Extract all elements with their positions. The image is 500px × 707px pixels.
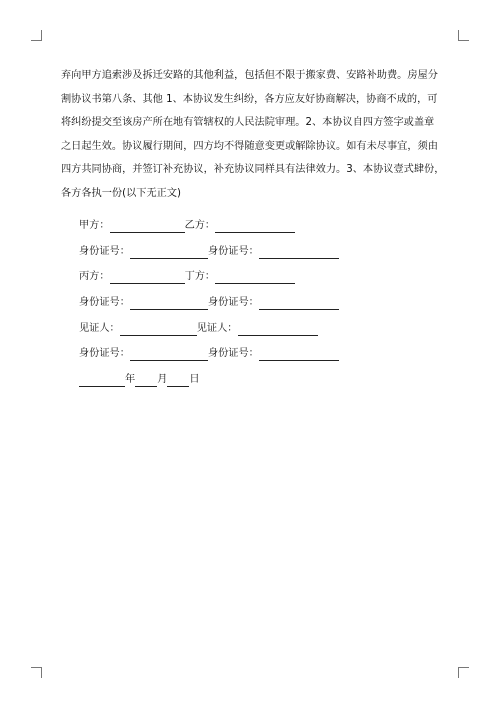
- year-label: 年: [125, 374, 136, 385]
- signature-row-id-c-d: [79, 296, 339, 310]
- signature-row-party-c-d: [79, 270, 295, 284]
- month-label: 月: [157, 374, 168, 385]
- party-b-label: 乙方：: [184, 220, 216, 231]
- signature-row-witnesses: [79, 322, 318, 336]
- party-c-signature-blank[interactable]: [110, 271, 185, 284]
- crop-mark-top-right: [458, 30, 469, 41]
- body-line-4: 之日起生效。协议履行期间，四方均不得随意变更或解除协议。如有未尽事宜，须由: [61, 140, 438, 152]
- signature-row-party-a-b: [79, 219, 295, 233]
- party-d-id-blank[interactable]: [259, 297, 339, 310]
- party-c-id-blank[interactable]: [130, 297, 208, 310]
- party-b-id-label: 身份证号：: [207, 246, 259, 257]
- agreement-body: [61, 64, 445, 206]
- party-b-id-blank[interactable]: [259, 246, 339, 259]
- party-d-label: 丁方：: [184, 271, 216, 282]
- party-d-id-label: 身份证号：: [207, 297, 259, 308]
- body-line-2: 割协议书第八条、其他 1、本协议发生纠纷，各方应友好协商解决，协商不成的，可: [61, 93, 438, 105]
- witness-2-id-blank[interactable]: [259, 348, 339, 361]
- year-blank[interactable]: [79, 374, 125, 387]
- party-a-id-label: 身份证号：: [79, 246, 130, 257]
- body-line-5: 四方共同协商，并签订补充协议，补充协议同样具有法律效力。3、本协议壹式肆份，: [61, 164, 445, 176]
- party-a-signature-blank[interactable]: [110, 220, 185, 233]
- day-blank[interactable]: [167, 374, 189, 387]
- body-line-1: 弃向甲方追索涉及拆迁安路的其他利益，包括但不限于搬家费、安路补助费。房屋分: [61, 70, 438, 81]
- body-line-6: 各方各执一份(以下无正文): [61, 187, 182, 199]
- body-line-3: 将纠纷提交至该房产所在地有管辖权的人民法院审理。2、本协议自四方签字或盖章: [61, 117, 435, 129]
- witness-1-id-label: 身份证号：: [79, 348, 130, 359]
- party-a-label: 甲方：: [79, 220, 110, 231]
- day-label: 日: [189, 374, 200, 385]
- party-c-label: 丙方：: [79, 271, 110, 282]
- signature-row-id-a-b: [79, 245, 339, 259]
- witness-1-id-blank[interactable]: [130, 348, 208, 361]
- crop-mark-top-left: [31, 30, 42, 41]
- witness-2-signature-blank[interactable]: [238, 323, 318, 336]
- signature-row-id-witnesses: [79, 347, 339, 361]
- month-blank[interactable]: [135, 374, 157, 387]
- party-d-signature-blank[interactable]: [215, 271, 295, 284]
- date-row: [79, 373, 200, 387]
- crop-mark-bottom-left: [31, 667, 42, 678]
- witness-1-label: 见证人：: [79, 323, 120, 334]
- party-c-id-label: 身份证号：: [79, 297, 130, 308]
- witness-1-signature-blank[interactable]: [120, 323, 197, 336]
- party-b-signature-blank[interactable]: [215, 220, 295, 233]
- crop-mark-bottom-right: [458, 667, 469, 678]
- witness-2-label: 见证人：: [196, 323, 238, 334]
- witness-2-id-label: 身份证号：: [207, 348, 259, 359]
- party-a-id-blank[interactable]: [130, 246, 208, 259]
